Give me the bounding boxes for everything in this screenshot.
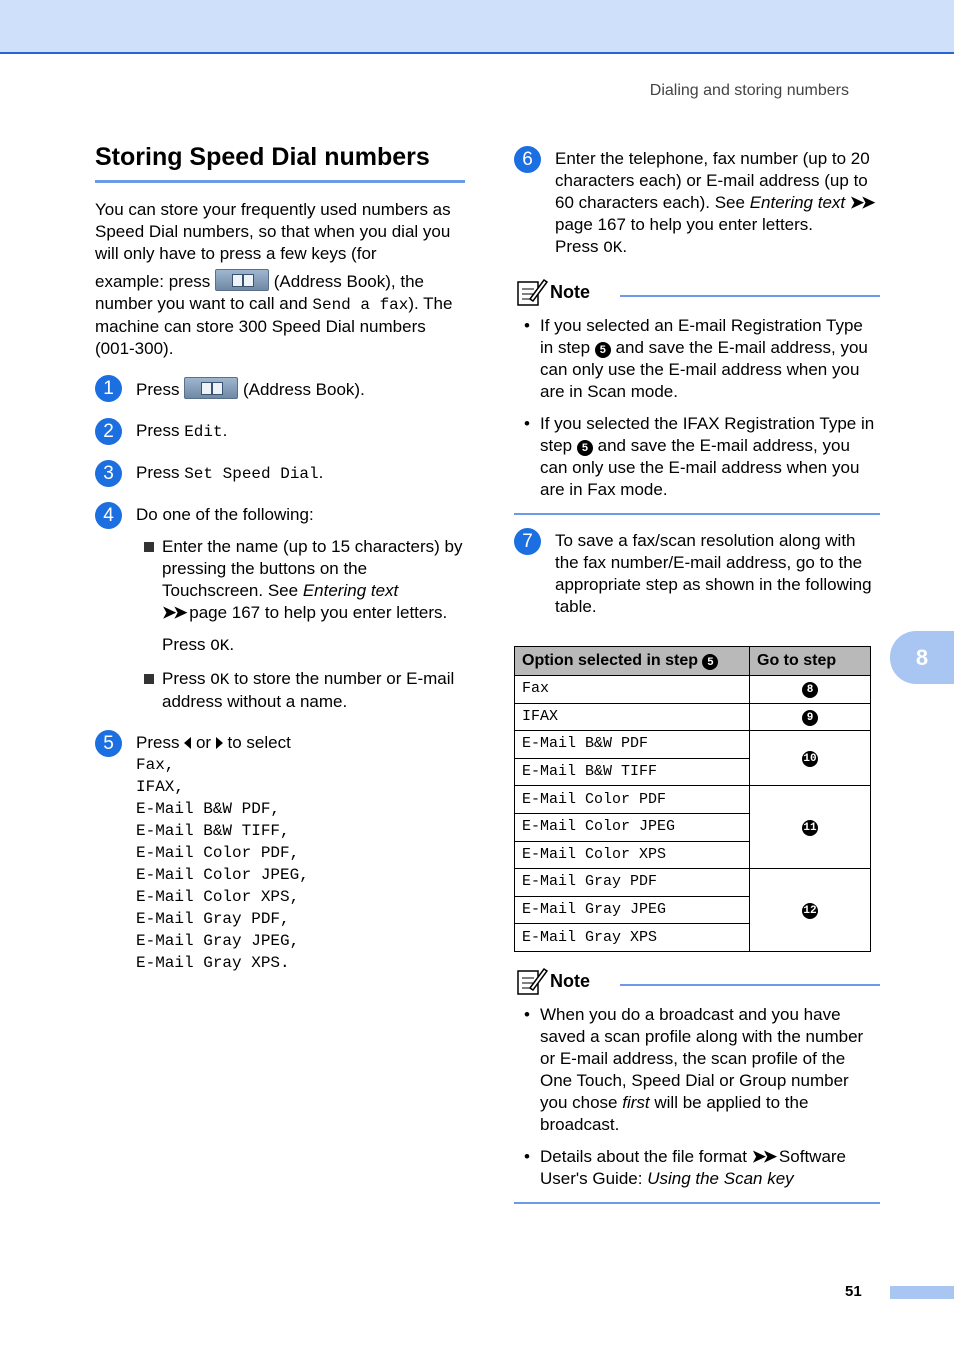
section-title: Storing Speed Dial numbers bbox=[95, 140, 465, 183]
go-to-step-cell bbox=[750, 676, 871, 704]
step-text: . bbox=[622, 237, 628, 256]
note-emphasis: Using the Scan key bbox=[647, 1168, 794, 1188]
send-a-fax-code: Send a fax bbox=[312, 296, 409, 314]
see-arrows-icon: ➤➤ bbox=[751, 1146, 775, 1166]
option-cell: E-Mail Gray XPS bbox=[515, 924, 750, 952]
bullet-text: Press bbox=[162, 669, 206, 688]
note-text: If you selected the IFAX Registration Type in step bbox=[540, 414, 875, 455]
press-ok-line: Press OK. bbox=[162, 635, 235, 655]
step-ref-badge: 11 bbox=[803, 822, 817, 835]
step-number-badge: 3 bbox=[95, 460, 122, 487]
top-header-band bbox=[0, 0, 954, 54]
go-to-step-cell bbox=[750, 703, 871, 731]
step-text: . bbox=[222, 421, 228, 440]
address-book-icon bbox=[215, 269, 269, 291]
square-bullet-icon bbox=[144, 542, 154, 552]
note-header bbox=[514, 277, 880, 307]
see-arrows-icon: ➤➤ bbox=[162, 603, 185, 622]
press-ok-line bbox=[555, 236, 880, 259]
bullet-dot: • bbox=[524, 316, 530, 335]
note-divider bbox=[514, 513, 880, 515]
note-text: Details about the file format bbox=[540, 1146, 747, 1166]
entering-text-ref: Entering text bbox=[302, 581, 399, 600]
step-text: (Address Book). bbox=[242, 380, 365, 399]
note-pencil-icon bbox=[516, 277, 548, 307]
option-cell: E-Mail Color PDF bbox=[515, 786, 750, 814]
bullet-text: Press bbox=[162, 635, 206, 654]
option-item: Fax, bbox=[136, 756, 175, 774]
option-item: E-Mail Gray PDF, bbox=[136, 910, 290, 928]
option-bullet bbox=[136, 536, 465, 657]
ok-code: OK bbox=[210, 637, 230, 655]
right-arrow-icon bbox=[216, 737, 223, 749]
see-arrows-icon: ➤➤ bbox=[849, 193, 873, 212]
bullet-dot: • bbox=[524, 414, 530, 433]
step-text: Enter the telephone, fax number (up to 20 characters each) or E-mail address (up to 60 characters each). See bbox=[555, 149, 870, 212]
entering-text-ref: Entering text bbox=[749, 193, 846, 212]
note-divider bbox=[620, 295, 880, 297]
step-3 bbox=[95, 462, 465, 485]
step-text: . bbox=[318, 463, 324, 482]
table-header-option bbox=[515, 647, 750, 676]
option-item: E-Mail B&W TIFF, bbox=[136, 822, 290, 840]
ok-code: OK bbox=[210, 671, 230, 689]
page-number: 51 bbox=[845, 1283, 862, 1300]
step-ref-badge: 9 bbox=[802, 710, 818, 726]
option-list bbox=[136, 754, 465, 974]
step-4 bbox=[95, 504, 465, 713]
note-text: If you selected an E-mail Registration Type in step bbox=[540, 316, 863, 357]
option-cell: E-Mail B&W PDF bbox=[515, 731, 750, 759]
table-row bbox=[515, 786, 871, 814]
note-emphasis: first bbox=[622, 1092, 650, 1112]
option-cell: E-Mail Color JPEG bbox=[515, 813, 750, 841]
table-row bbox=[515, 703, 871, 731]
intro-text: example: press bbox=[95, 272, 211, 291]
left-column bbox=[95, 140, 465, 974]
left-arrow-icon bbox=[184, 737, 191, 749]
option-cell: E-Mail Color XPS bbox=[515, 841, 750, 869]
step-text: Do one of the following: bbox=[136, 505, 314, 524]
note-item bbox=[514, 413, 880, 501]
options-table bbox=[514, 646, 871, 952]
note-header bbox=[514, 966, 880, 996]
note-divider bbox=[620, 984, 880, 986]
table-row bbox=[515, 731, 871, 759]
option-cell: Fax bbox=[515, 676, 750, 704]
step-7 bbox=[514, 530, 880, 618]
step-ref-badge: 5 bbox=[577, 440, 593, 456]
running-title: Dialing and storing numbers bbox=[649, 82, 849, 99]
square-bullet-icon bbox=[144, 674, 154, 684]
note-item bbox=[514, 1004, 880, 1136]
step-text: or bbox=[195, 733, 212, 752]
step-ref-badge: 12 bbox=[803, 905, 817, 918]
note-text: Software User's Guide: bbox=[540, 1146, 847, 1188]
page-number-bar bbox=[890, 1286, 954, 1299]
option-cell: E-Mail Gray JPEG bbox=[515, 896, 750, 924]
note-text: and save the E-mail address, you can only use the E-mail address when you are in Fax mode. bbox=[540, 436, 860, 499]
go-to-step-cell bbox=[750, 786, 871, 869]
step-ref-badge: 8 bbox=[802, 682, 818, 698]
note-body bbox=[514, 1004, 880, 1190]
option-item: E-Mail Color PDF, bbox=[136, 844, 300, 862]
step-ref-badge: 5 bbox=[702, 654, 718, 670]
option-cell: E-Mail B&W TIFF bbox=[515, 758, 750, 786]
table-header-row bbox=[515, 647, 871, 676]
step-text: To save a fax/scan resolution along with the fax number/E-mail address, go to the appropriate step as shown in the following table. bbox=[555, 531, 872, 616]
step-number-badge: 1 bbox=[95, 375, 122, 402]
option-cell: E-Mail Gray PDF bbox=[515, 869, 750, 897]
bullet-text: Enter the name (up to 15 characters) by pressing the buttons on the Touchscreen. See bbox=[162, 537, 463, 600]
table-header-go: Go to step bbox=[750, 647, 871, 676]
step-text: to select bbox=[227, 733, 291, 752]
go-to-step-cell bbox=[750, 731, 871, 786]
option-item: E-Mail B&W PDF, bbox=[136, 800, 281, 818]
bullet-dot: • bbox=[524, 1004, 530, 1024]
note-item bbox=[514, 1146, 880, 1190]
step-5 bbox=[95, 732, 465, 974]
table-row bbox=[515, 869, 871, 897]
step-text: Press bbox=[136, 463, 180, 482]
step-number-badge: 2 bbox=[95, 418, 122, 445]
header-text: Option selected in step bbox=[522, 652, 699, 669]
step-ref-badge: 10 bbox=[803, 753, 817, 766]
edit-code: Edit bbox=[184, 423, 223, 441]
intro-paragraph bbox=[95, 199, 465, 360]
note-body bbox=[514, 315, 880, 501]
option-item: E-Mail Gray JPEG, bbox=[136, 932, 300, 950]
option-item: IFAX, bbox=[136, 778, 185, 796]
step-number-badge: 4 bbox=[95, 502, 122, 529]
note-divider bbox=[514, 1202, 880, 1204]
note-item bbox=[514, 315, 880, 403]
step-text: Press bbox=[136, 380, 180, 399]
step-text: Press bbox=[136, 733, 180, 752]
option-item: E-Mail Gray XPS. bbox=[136, 954, 290, 972]
bullet-text: to store the number or E-mail address without a name. bbox=[162, 669, 455, 711]
bullet-dot: • bbox=[524, 1146, 530, 1166]
option-bullet bbox=[136, 668, 465, 713]
note-text: will be applied to the broadcast. bbox=[540, 1092, 809, 1134]
go-to-step-cell bbox=[750, 869, 871, 952]
ok-code: OK bbox=[603, 239, 623, 257]
intro-text: ). The machine can store 300 Speed Dial numbers (001-300). bbox=[95, 294, 453, 358]
table-row bbox=[515, 676, 871, 704]
note-title: Note bbox=[550, 282, 590, 302]
step-number-badge: 5 bbox=[95, 730, 122, 757]
step-text: page 167 to help you enter letters. bbox=[555, 215, 814, 234]
note-text: and save the E-mail address, you can only use the E-mail address when you are in Scan mode. bbox=[540, 338, 868, 401]
bullet-text: page 167 to help you enter letters. bbox=[189, 603, 448, 622]
intro-text: (Address Book), the number you want to call and bbox=[95, 272, 424, 313]
note-pencil-icon bbox=[516, 966, 548, 996]
step-text: Press bbox=[136, 421, 180, 440]
step-2 bbox=[95, 420, 465, 443]
step-6 bbox=[514, 148, 880, 259]
step-number-badge: 6 bbox=[514, 146, 541, 173]
step-1 bbox=[95, 377, 465, 401]
step-number-badge: 7 bbox=[514, 528, 541, 555]
chapter-tab: 8 bbox=[890, 631, 954, 684]
option-cell: IFAX bbox=[515, 703, 750, 731]
address-book-icon bbox=[184, 377, 238, 399]
option-item: E-Mail Color JPEG, bbox=[136, 866, 309, 884]
intro-text: You can store your frequently used numbers as Speed Dial numbers, so that when you dial you will only have to press a few keys (for bbox=[95, 200, 451, 263]
right-column bbox=[514, 140, 880, 1204]
step-ref-badge: 5 bbox=[595, 342, 611, 358]
note-title: Note bbox=[550, 970, 590, 991]
set-speed-dial-code: Set Speed Dial bbox=[184, 465, 319, 483]
step-text: Press bbox=[555, 237, 599, 256]
note-text: When you do a broadcast and you have saved a scan profile along with the number or E-mail address, the scan profile of the One Touch, Speed Dial or Group number you chose bbox=[540, 1004, 864, 1112]
option-item: E-Mail Color XPS, bbox=[136, 888, 300, 906]
